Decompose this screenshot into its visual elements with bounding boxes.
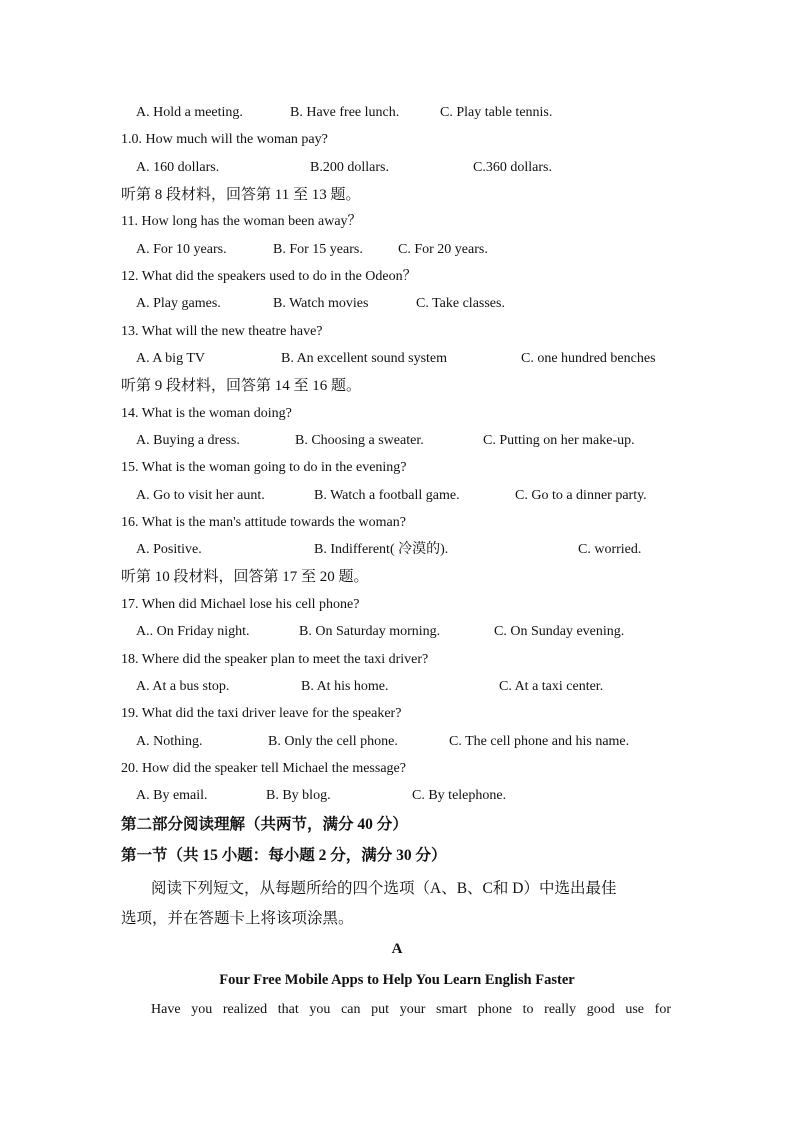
q9-option-a: A. Hold a meeting. — [136, 105, 243, 120]
q11-stem: 11. How long has the woman been away？ — [121, 214, 362, 229]
q18-stem: 18. Where did the speaker plan to meet the taxi driver? — [121, 652, 429, 667]
q17-stem: 17. When did Michael lose his cell phone? — [121, 597, 360, 612]
passage-letter: A — [391, 941, 403, 957]
q16-option-b: B. Indifferent( 冷漠的). — [314, 542, 449, 557]
q10-option-b: B.200 dollars. — [310, 160, 389, 175]
q15-option-a: A. Go to visit her aunt. — [136, 488, 265, 503]
q16-stem: 16. What is the man's attitude towards the woman? — [121, 515, 406, 530]
q14-option-c: C. Putting on her make-up. — [483, 433, 635, 448]
reading-instructions-line2: 选项，并在答题卡上将该项涂黑。 — [121, 910, 354, 927]
q13-stem: 13. What will the new theatre have? — [121, 324, 323, 339]
q18-option-a: A. At a bus stop. — [136, 679, 230, 694]
section1-heading: 第一节（共 15 小题：每小题 2 分，满分 30 分） — [121, 847, 447, 864]
q20-stem: 20. How did the speaker tell Michael the message? — [121, 761, 406, 776]
q18-option-c: C. At a taxi center. — [499, 679, 604, 694]
q10-stem: 1.0. How much will the woman pay? — [121, 132, 328, 147]
q11-option-b: B. For 15 years. — [273, 242, 363, 257]
reading-instructions-line1: 阅读下列短文，从每题所给的四个选项（A、B、C和 D）中选出最佳 — [151, 880, 617, 897]
q17-option-b: B. On Saturday morning. — [299, 624, 441, 639]
passage-title: Four Free Mobile Apps to Help You Learn English Faster — [219, 972, 575, 988]
q15-option-c: C. Go to a dinner party. — [515, 488, 647, 503]
q18-option-b: B. At his home. — [301, 679, 389, 694]
section8-instruction: 听第 8 段材料，回答第 11 至 13 题。 — [121, 187, 361, 203]
q17-option-c: C. On Sunday evening. — [494, 624, 625, 639]
q10-option-a: A. 160 dollars. — [136, 160, 220, 175]
q10-option-c: C.360 dollars. — [473, 160, 552, 175]
q19-option-c: C. The cell phone and his name. — [449, 734, 630, 749]
q13-option-a: A. A big TV — [136, 351, 205, 366]
q14-option-b: B. Choosing a sweater. — [295, 433, 424, 448]
q12-option-a: A. Play games. — [136, 296, 221, 311]
q12-option-c: C. Take classes. — [416, 296, 505, 311]
q20-option-b: B. By blog. — [266, 788, 331, 803]
q13-option-c: C. one hundred benches — [521, 351, 656, 366]
q11-option-c: C. For 20 years. — [398, 242, 488, 257]
q15-stem: 15. What is the woman going to do in the evening? — [121, 460, 407, 475]
q16-option-c: C. worried. — [578, 542, 642, 557]
q9-option-b: B. Have free lunch. — [290, 105, 400, 120]
q14-option-a: A. Buying a dress. — [136, 433, 240, 448]
part2-heading: 第二部分阅读理解（共两节，满分 40 分） — [121, 816, 408, 833]
q15-option-b: B. Watch a football game. — [314, 488, 460, 503]
q13-option-b: B. An excellent sound system — [281, 351, 448, 366]
q12-stem: 12. What did the speakers used to do in the Odeon？ — [121, 269, 417, 284]
q20-option-a: A. By email. — [136, 788, 208, 803]
passage-first-line: Have you realized that you can put your smart phone to really good use for — [151, 1002, 671, 1017]
q19-option-b: B. Only the cell phone. — [268, 734, 398, 749]
q17-option-a: A.. On Friday night. — [136, 624, 250, 639]
q19-option-a: A. Nothing. — [136, 734, 203, 749]
section10-instruction: 听第 10 段材料，回答第 17 至 20 题。 — [121, 569, 369, 585]
section9-instruction: 听第 9 段材料，回答第 14 至 16 题。 — [121, 378, 362, 394]
q9-option-c: C. Play table tennis. — [440, 105, 553, 120]
q19-stem: 19. What did the taxi driver leave for the speaker? — [121, 706, 402, 721]
q20-option-c: C. By telephone. — [412, 788, 507, 803]
q12-option-b: B. Watch movies — [273, 296, 369, 311]
q16-option-a: A. Positive. — [136, 542, 202, 557]
q11-option-a: A. For 10 years. — [136, 242, 227, 257]
q14-stem: 14. What is the woman doing? — [121, 406, 292, 421]
